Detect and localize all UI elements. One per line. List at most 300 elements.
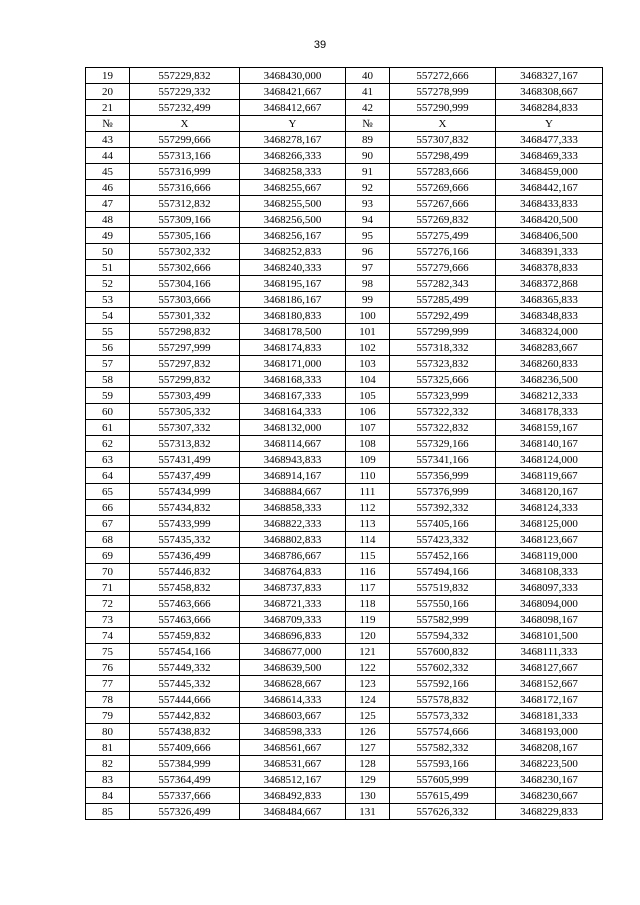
point-number-cell: 129 xyxy=(346,772,390,788)
x-coordinate-cell: 557574,666 xyxy=(390,724,496,740)
y-coordinate-cell: 3468884,667 xyxy=(240,484,346,500)
y-coordinate-cell: 3468120,167 xyxy=(496,484,603,500)
y-coordinate-cell: 3468802,833 xyxy=(240,532,346,548)
point-number-cell: 85 xyxy=(86,804,130,820)
point-number-cell: 100 xyxy=(346,308,390,324)
x-coordinate-cell: 557326,499 xyxy=(130,804,240,820)
point-number-cell: 55 xyxy=(86,324,130,340)
point-number-cell: 65 xyxy=(86,484,130,500)
y-coordinate-cell: 3468178,500 xyxy=(240,324,346,340)
table-row xyxy=(86,628,603,644)
x-coordinate-cell: 557229,332 xyxy=(130,84,240,100)
point-number-cell: 84 xyxy=(86,788,130,804)
point-number-cell: 112 xyxy=(346,500,390,516)
point-number-cell: 54 xyxy=(86,308,130,324)
x-coordinate-cell: 557578,832 xyxy=(390,692,496,708)
y-coordinate-cell: 3468858,333 xyxy=(240,500,346,516)
y-coordinate-cell: 3468421,667 xyxy=(240,84,346,100)
x-coordinate-cell: 557337,666 xyxy=(130,788,240,804)
point-number-cell: 64 xyxy=(86,468,130,484)
table-row xyxy=(86,612,603,628)
x-coordinate-cell: 557434,832 xyxy=(130,500,240,516)
x-coordinate-cell: 557301,332 xyxy=(130,308,240,324)
x-coordinate-cell: 557298,499 xyxy=(390,148,496,164)
x-coordinate-cell: 557282,343 xyxy=(390,276,496,292)
table-row xyxy=(86,676,603,692)
y-coordinate-cell: 3468266,333 xyxy=(240,148,346,164)
x-coordinate-cell: 557309,166 xyxy=(130,212,240,228)
x-coordinate-cell: 557384,999 xyxy=(130,756,240,772)
table-row xyxy=(86,708,603,724)
x-coordinate-cell: 557463,666 xyxy=(130,596,240,612)
y-coordinate-cell: 3468709,333 xyxy=(240,612,346,628)
y-coordinate-cell: 3468123,667 xyxy=(496,532,603,548)
x-coordinate-cell: 557323,832 xyxy=(390,356,496,372)
y-coordinate-cell: 3468459,000 xyxy=(496,164,603,180)
point-number-cell: 122 xyxy=(346,660,390,676)
point-number-cell: 105 xyxy=(346,388,390,404)
point-number-cell: 95 xyxy=(346,228,390,244)
x-coordinate-cell: 557267,666 xyxy=(390,196,496,212)
y-coordinate-cell: 3468097,333 xyxy=(496,580,603,596)
y-coordinate-cell: 3468171,000 xyxy=(240,356,346,372)
point-number-cell: 96 xyxy=(346,244,390,260)
x-coordinate-cell: 557405,166 xyxy=(390,516,496,532)
x-coordinate-cell: 557299,999 xyxy=(390,324,496,340)
point-number-cell: 99 xyxy=(346,292,390,308)
point-number-cell: 73 xyxy=(86,612,130,628)
x-coordinate-cell: 557269,832 xyxy=(390,212,496,228)
table-row xyxy=(86,660,603,676)
point-number-cell: 41 xyxy=(346,84,390,100)
y-coordinate-cell: 3468164,333 xyxy=(240,404,346,420)
y-coordinate-cell: 3468469,333 xyxy=(496,148,603,164)
x-coordinate-cell: 557458,832 xyxy=(130,580,240,596)
coordinates-table xyxy=(85,67,603,820)
y-coordinate-cell: 3468167,333 xyxy=(240,388,346,404)
point-number-cell: 94 xyxy=(346,212,390,228)
point-number-cell: 127 xyxy=(346,740,390,756)
y-coordinate-cell: 3468628,667 xyxy=(240,676,346,692)
y-coordinate-cell: 3468348,833 xyxy=(496,308,603,324)
x-coordinate-cell: 557600,832 xyxy=(390,644,496,660)
point-number-cell: 81 xyxy=(86,740,130,756)
y-coordinate-cell: 3468442,167 xyxy=(496,180,603,196)
point-number-cell: 130 xyxy=(346,788,390,804)
point-number-cell: 62 xyxy=(86,436,130,452)
x-coordinate-cell: 557303,499 xyxy=(130,388,240,404)
y-coordinate-cell: 3468256,500 xyxy=(240,212,346,228)
point-number-cell: 46 xyxy=(86,180,130,196)
y-coordinate-cell: 3468159,167 xyxy=(496,420,603,436)
table-row xyxy=(86,372,603,388)
x-coordinate-cell: 557290,999 xyxy=(390,100,496,116)
point-number-cell: 98 xyxy=(346,276,390,292)
y-coordinate-cell: 3468365,833 xyxy=(496,292,603,308)
point-number-cell: 68 xyxy=(86,532,130,548)
point-number-cell: 59 xyxy=(86,388,130,404)
table-row xyxy=(86,180,603,196)
point-number-cell: 125 xyxy=(346,708,390,724)
point-number-cell: 76 xyxy=(86,660,130,676)
point-number-cell: 89 xyxy=(346,132,390,148)
x-coordinate-cell: 557298,832 xyxy=(130,324,240,340)
point-number-cell: 108 xyxy=(346,436,390,452)
x-coordinate-cell: 557322,832 xyxy=(390,420,496,436)
y-coordinate-cell: 3468230,167 xyxy=(496,772,603,788)
y-coordinate-cell: 3468229,833 xyxy=(496,804,603,820)
x-coordinate-cell: 557446,832 xyxy=(130,564,240,580)
point-number-cell: 19 xyxy=(86,68,130,84)
x-coordinate-cell: 557305,166 xyxy=(130,228,240,244)
y-coordinate-cell: 3468125,000 xyxy=(496,516,603,532)
point-number-cell: 91 xyxy=(346,164,390,180)
x-coordinate-cell: 557436,499 xyxy=(130,548,240,564)
table-row xyxy=(86,756,603,772)
table-row xyxy=(86,404,603,420)
point-number-cell: 51 xyxy=(86,260,130,276)
x-coordinate-cell: 557442,832 xyxy=(130,708,240,724)
table-row xyxy=(86,212,603,228)
y-coordinate-cell: 3468256,167 xyxy=(240,228,346,244)
y-coordinate-cell: 3468260,833 xyxy=(496,356,603,372)
x-coordinate-cell: 557313,832 xyxy=(130,436,240,452)
x-coordinate-cell: 557594,332 xyxy=(390,628,496,644)
y-coordinate-cell: 3468252,833 xyxy=(240,244,346,260)
table-row xyxy=(86,788,603,804)
y-coordinate-cell: 3468420,500 xyxy=(496,212,603,228)
y-coordinate-cell: 3468152,667 xyxy=(496,676,603,692)
point-number-cell: 71 xyxy=(86,580,130,596)
y-coordinate-cell: 3468119,667 xyxy=(496,468,603,484)
table-row xyxy=(86,532,603,548)
table-row xyxy=(86,132,603,148)
x-coordinate-cell: 557229,832 xyxy=(130,68,240,84)
point-number-cell: 58 xyxy=(86,372,130,388)
x-coordinate-cell: 557409,666 xyxy=(130,740,240,756)
table-row xyxy=(86,692,603,708)
table-row xyxy=(86,724,603,740)
x-coordinate-cell: 557454,166 xyxy=(130,644,240,660)
y-coordinate-cell: 3468223,500 xyxy=(496,756,603,772)
point-number-cell: 79 xyxy=(86,708,130,724)
y-coordinate-cell: 3468764,833 xyxy=(240,564,346,580)
point-number-cell: 110 xyxy=(346,468,390,484)
point-number-cell: 116 xyxy=(346,564,390,580)
point-number-cell: 74 xyxy=(86,628,130,644)
x-coordinate-cell: 557276,166 xyxy=(390,244,496,260)
page-number: 39 xyxy=(313,39,327,51)
x-coordinate-cell: 557438,832 xyxy=(130,724,240,740)
x-coordinate-cell: 557283,666 xyxy=(390,164,496,180)
point-number-cell: 121 xyxy=(346,644,390,660)
table-row xyxy=(86,452,603,468)
point-number-cell: 53 xyxy=(86,292,130,308)
y-coordinate-cell: 3468208,167 xyxy=(496,740,603,756)
point-number-cell: 90 xyxy=(346,148,390,164)
y-coordinate-cell: 3468433,833 xyxy=(496,196,603,212)
point-number-cell: 49 xyxy=(86,228,130,244)
y-coordinate-cell: 3468127,667 xyxy=(496,660,603,676)
x-coordinate-cell: 557313,166 xyxy=(130,148,240,164)
y-coordinate-cell: 3468484,667 xyxy=(240,804,346,820)
point-number-cell: 102 xyxy=(346,340,390,356)
y-coordinate-cell: 3468406,500 xyxy=(496,228,603,244)
x-coordinate-cell: 557605,999 xyxy=(390,772,496,788)
y-coordinate-cell: 3468119,000 xyxy=(496,548,603,564)
table-row xyxy=(86,804,603,820)
point-number-cell: 75 xyxy=(86,644,130,660)
x-coordinate-cell: 557602,332 xyxy=(390,660,496,676)
x-coordinate-cell: 557278,999 xyxy=(390,84,496,100)
table-row xyxy=(86,196,603,212)
x-coordinate-cell: 557423,332 xyxy=(390,532,496,548)
x-coordinate-cell: 557304,166 xyxy=(130,276,240,292)
point-number-cell: 57 xyxy=(86,356,130,372)
x-coordinate-cell: 557323,999 xyxy=(390,388,496,404)
x-coordinate-cell: 557307,832 xyxy=(390,132,496,148)
point-number-cell: 69 xyxy=(86,548,130,564)
x-coordinate-cell: 557459,832 xyxy=(130,628,240,644)
x-coordinate-cell: 557592,166 xyxy=(390,676,496,692)
table-row xyxy=(86,548,603,564)
x-coordinate-cell: 557302,666 xyxy=(130,260,240,276)
y-coordinate-cell: 3468284,833 xyxy=(496,100,603,116)
table-row xyxy=(86,228,603,244)
y-coordinate-cell: 3468255,667 xyxy=(240,180,346,196)
point-number-cell: 21 xyxy=(86,100,130,116)
x-coordinate-cell: 557445,332 xyxy=(130,676,240,692)
x-coordinate-cell: 557275,499 xyxy=(390,228,496,244)
point-number-cell: 48 xyxy=(86,212,130,228)
table-row xyxy=(86,68,603,84)
point-number-cell: 109 xyxy=(346,452,390,468)
x-coordinate-cell: 557316,666 xyxy=(130,180,240,196)
y-coordinate-cell: 3468327,167 xyxy=(496,68,603,84)
y-coordinate-cell: 3468531,667 xyxy=(240,756,346,772)
x-coordinate-cell: 557269,666 xyxy=(390,180,496,196)
x-coordinate-cell: 557582,332 xyxy=(390,740,496,756)
table-row xyxy=(86,340,603,356)
table-row xyxy=(86,500,603,516)
point-number-cell: 128 xyxy=(346,756,390,772)
point-number-cell: 61 xyxy=(86,420,130,436)
x-coordinate-cell: 557392,332 xyxy=(390,500,496,516)
point-number-cell: 45 xyxy=(86,164,130,180)
point-number-cell: 120 xyxy=(346,628,390,644)
table-row xyxy=(86,516,603,532)
y-coordinate-cell: 3468721,333 xyxy=(240,596,346,612)
x-coordinate-cell: 557307,332 xyxy=(130,420,240,436)
table-row xyxy=(86,292,603,308)
x-coordinate-cell: 557318,332 xyxy=(390,340,496,356)
point-number-cell: 42 xyxy=(346,100,390,116)
y-coordinate-cell: 3468412,667 xyxy=(240,100,346,116)
y-coordinate-cell: 3468943,833 xyxy=(240,452,346,468)
point-number-cell: 78 xyxy=(86,692,130,708)
x-coordinate-cell: 557444,666 xyxy=(130,692,240,708)
point-number-cell: 20 xyxy=(86,84,130,100)
y-coordinate-cell: 3468178,333 xyxy=(496,404,603,420)
y-coordinate-cell: 3468212,333 xyxy=(496,388,603,404)
y-coordinate-cell: 3468561,667 xyxy=(240,740,346,756)
y-coordinate-cell: 3468168,333 xyxy=(240,372,346,388)
point-number-cell: 111 xyxy=(346,484,390,500)
point-number-cell: 123 xyxy=(346,676,390,692)
y-coordinate-cell: 3468132,000 xyxy=(240,420,346,436)
table-row xyxy=(86,324,603,340)
point-number-cell: 103 xyxy=(346,356,390,372)
y-coordinate-cell: 3468378,833 xyxy=(496,260,603,276)
header-point-number-cell: № xyxy=(346,116,390,132)
y-coordinate-cell: 3468108,333 xyxy=(496,564,603,580)
y-coordinate-cell: 3468114,667 xyxy=(240,436,346,452)
y-coordinate-cell: 3468098,167 xyxy=(496,612,603,628)
table-row xyxy=(86,276,603,292)
y-coordinate-cell: 3468639,500 xyxy=(240,660,346,676)
x-coordinate-cell: 557435,332 xyxy=(130,532,240,548)
header-y-coordinate-cell: Y xyxy=(240,116,346,132)
y-coordinate-cell: 3468140,167 xyxy=(496,436,603,452)
x-coordinate-cell: 557463,666 xyxy=(130,612,240,628)
x-coordinate-cell: 557433,999 xyxy=(130,516,240,532)
x-coordinate-cell: 557550,166 xyxy=(390,596,496,612)
x-coordinate-cell: 557305,332 xyxy=(130,404,240,420)
x-coordinate-cell: 557329,166 xyxy=(390,436,496,452)
y-coordinate-cell: 3468124,000 xyxy=(496,452,603,468)
header-x-coordinate-cell: X xyxy=(130,116,240,132)
header-y-coordinate-cell: Y xyxy=(496,116,603,132)
header-point-number-cell: № xyxy=(86,116,130,132)
y-coordinate-cell: 3468372,868 xyxy=(496,276,603,292)
y-coordinate-cell: 3468492,833 xyxy=(240,788,346,804)
x-coordinate-cell: 557312,832 xyxy=(130,196,240,212)
point-number-cell: 92 xyxy=(346,180,390,196)
y-coordinate-cell: 3468174,833 xyxy=(240,340,346,356)
point-number-cell: 72 xyxy=(86,596,130,612)
x-coordinate-cell: 557299,832 xyxy=(130,372,240,388)
table-row xyxy=(86,356,603,372)
point-number-cell: 114 xyxy=(346,532,390,548)
point-number-cell: 104 xyxy=(346,372,390,388)
x-coordinate-cell: 557449,332 xyxy=(130,660,240,676)
table-row xyxy=(86,580,603,596)
point-number-cell: 113 xyxy=(346,516,390,532)
point-number-cell: 67 xyxy=(86,516,130,532)
y-coordinate-cell: 3468195,167 xyxy=(240,276,346,292)
point-number-cell: 117 xyxy=(346,580,390,596)
x-coordinate-cell: 557376,999 xyxy=(390,484,496,500)
point-number-cell: 70 xyxy=(86,564,130,580)
point-number-cell: 80 xyxy=(86,724,130,740)
x-coordinate-cell: 557593,166 xyxy=(390,756,496,772)
y-coordinate-cell: 3468172,167 xyxy=(496,692,603,708)
point-number-cell: 124 xyxy=(346,692,390,708)
point-number-cell: 93 xyxy=(346,196,390,212)
table-row xyxy=(86,484,603,500)
x-coordinate-cell: 557573,332 xyxy=(390,708,496,724)
x-coordinate-cell: 557299,666 xyxy=(130,132,240,148)
point-number-cell: 101 xyxy=(346,324,390,340)
x-coordinate-cell: 557272,666 xyxy=(390,68,496,84)
y-coordinate-cell: 3468181,333 xyxy=(496,708,603,724)
x-coordinate-cell: 557431,499 xyxy=(130,452,240,468)
y-coordinate-cell: 3468230,667 xyxy=(496,788,603,804)
y-coordinate-cell: 3468614,333 xyxy=(240,692,346,708)
x-coordinate-cell: 557292,499 xyxy=(390,308,496,324)
x-coordinate-cell: 557626,332 xyxy=(390,804,496,820)
point-number-cell: 47 xyxy=(86,196,130,212)
y-coordinate-cell: 3468255,500 xyxy=(240,196,346,212)
y-coordinate-cell: 3468236,500 xyxy=(496,372,603,388)
x-coordinate-cell: 557519,832 xyxy=(390,580,496,596)
table-row xyxy=(86,308,603,324)
y-coordinate-cell: 3468186,167 xyxy=(240,292,346,308)
x-coordinate-cell: 557494,166 xyxy=(390,564,496,580)
x-coordinate-cell: 557232,499 xyxy=(130,100,240,116)
y-coordinate-cell: 3468240,333 xyxy=(240,260,346,276)
point-number-cell: 106 xyxy=(346,404,390,420)
point-number-cell: 44 xyxy=(86,148,130,164)
x-coordinate-cell: 557297,832 xyxy=(130,356,240,372)
table-row xyxy=(86,84,603,100)
y-coordinate-cell: 3468391,333 xyxy=(496,244,603,260)
point-number-cell: 97 xyxy=(346,260,390,276)
point-number-cell: 131 xyxy=(346,804,390,820)
y-coordinate-cell: 3468258,333 xyxy=(240,164,346,180)
x-coordinate-cell: 557325,666 xyxy=(390,372,496,388)
point-number-cell: 50 xyxy=(86,244,130,260)
table-row xyxy=(86,388,603,404)
table-row xyxy=(86,244,603,260)
y-coordinate-cell: 3468094,000 xyxy=(496,596,603,612)
x-coordinate-cell: 557341,166 xyxy=(390,452,496,468)
table-row xyxy=(86,644,603,660)
y-coordinate-cell: 3468786,667 xyxy=(240,548,346,564)
point-number-cell: 83 xyxy=(86,772,130,788)
y-coordinate-cell: 3468111,333 xyxy=(496,644,603,660)
point-number-cell: 60 xyxy=(86,404,130,420)
x-coordinate-cell: 557297,999 xyxy=(130,340,240,356)
point-number-cell: 56 xyxy=(86,340,130,356)
table-row xyxy=(86,564,603,580)
point-number-cell: 63 xyxy=(86,452,130,468)
y-coordinate-cell: 3468737,833 xyxy=(240,580,346,596)
point-number-cell: 118 xyxy=(346,596,390,612)
y-coordinate-cell: 3468430,000 xyxy=(240,68,346,84)
x-coordinate-cell: 557303,666 xyxy=(130,292,240,308)
table-row xyxy=(86,148,603,164)
y-coordinate-cell: 3468283,667 xyxy=(496,340,603,356)
x-coordinate-cell: 557302,332 xyxy=(130,244,240,260)
y-coordinate-cell: 3468914,167 xyxy=(240,468,346,484)
header-x-coordinate-cell: X xyxy=(390,116,496,132)
point-number-cell: 52 xyxy=(86,276,130,292)
table-row xyxy=(86,436,603,452)
table-row xyxy=(86,772,603,788)
x-coordinate-cell: 557285,499 xyxy=(390,292,496,308)
x-coordinate-cell: 557437,499 xyxy=(130,468,240,484)
table-row xyxy=(86,740,603,756)
x-coordinate-cell: 557356,999 xyxy=(390,468,496,484)
point-number-cell: 126 xyxy=(346,724,390,740)
x-coordinate-cell: 557434,999 xyxy=(130,484,240,500)
point-number-cell: 40 xyxy=(346,68,390,84)
point-number-cell: 77 xyxy=(86,676,130,692)
x-coordinate-cell: 557582,999 xyxy=(390,612,496,628)
table-row xyxy=(86,100,603,116)
point-number-cell: 107 xyxy=(346,420,390,436)
